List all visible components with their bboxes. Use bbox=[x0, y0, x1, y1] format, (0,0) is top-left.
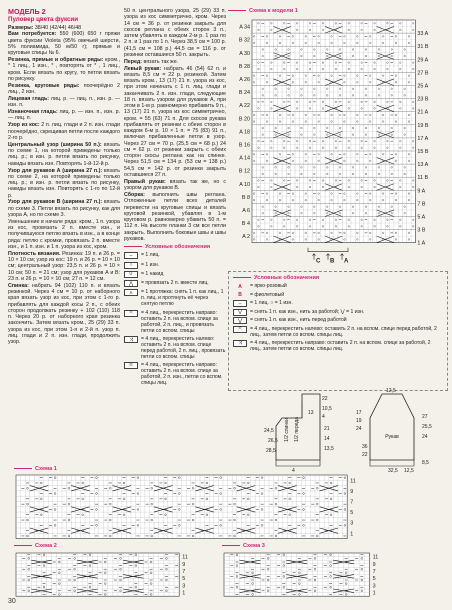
row-label-left: A 2 bbox=[242, 234, 250, 241]
garment-pattern bbox=[262, 388, 448, 474]
paragraph-body: 50 п. центрального узора, 25 (29) 33 п. узора из кос симметрично, кром. Через 14 см = 36 р. от резинки закрыть для скосов реглана с обеих сторон 3 п., затем убавлять в каждом 2-м р. 1 раз по 2 п. и 1 раз по 1 п. Через 38,5 см = 100 р. (41,5 см = 108 р.) 44,5 см = 116 р. от резинки оставшиеся 50 п. закрыть. bbox=[124, 8, 226, 58]
sleeve-dimension: 24 bbox=[422, 434, 428, 440]
paragraph-body: вязать так же. bbox=[142, 58, 179, 65]
back-dimension: 28,5 bbox=[266, 448, 276, 454]
sleeve-dimension: 25,5 bbox=[422, 424, 432, 430]
legend-item bbox=[124, 362, 226, 386]
col1-paragraph bbox=[8, 109, 120, 122]
legend-item bbox=[233, 317, 443, 324]
chart-1-title: Схема 1 bbox=[14, 466, 57, 472]
legend-text: = 1 лиц. bbox=[141, 252, 160, 259]
legend-symbol-icon: B bbox=[238, 292, 242, 299]
chart-row-label: 5 bbox=[350, 510, 354, 517]
sleeve-ribbing-outline bbox=[370, 460, 414, 466]
col1-paragraph bbox=[8, 96, 120, 109]
legend-item bbox=[124, 289, 226, 307]
paragraph-heading: Лицевая гладь: bbox=[8, 96, 50, 102]
col1-paragraph bbox=[8, 122, 120, 141]
legend-symbol-icon: ⤧ bbox=[233, 326, 247, 333]
chart-row-label: 9 bbox=[350, 488, 354, 495]
repeat-bracket bbox=[308, 248, 348, 252]
paragraph-heading: Резинка, круговые ряды: bbox=[8, 82, 80, 89]
row-label-right: 33 A bbox=[417, 31, 429, 38]
paragraph-heading: Плотность вязания. bbox=[8, 250, 61, 257]
paragraph-heading: Перед: bbox=[124, 58, 143, 65]
sleeve-dimension: 32,5 bbox=[388, 468, 398, 474]
legend-symbol-icon: ⋏ bbox=[124, 289, 138, 296]
row-label-right: 21 A bbox=[417, 109, 429, 116]
paragraph-body: вязать по схеме 2, на которой приведены только лиц. р.; в изн. р. петли вязать по рисунку, накиды вязать изн. Повторять с 1-го по 12-й р. bbox=[8, 167, 120, 199]
legend-symbol-icon: ⤧ bbox=[124, 362, 138, 369]
legend-text: = провязать 2 п. вместе лиц. bbox=[141, 280, 209, 287]
legend-item bbox=[233, 340, 443, 352]
paragraph-heading: Резинка, прямые и обратные ряды: bbox=[8, 57, 104, 64]
legend-title: Условные обозначения bbox=[124, 244, 226, 250]
model-legend-list bbox=[233, 283, 443, 352]
model-subtitle: Пуловер цвета фуксии bbox=[8, 16, 79, 23]
paragraph-body: 550 (600) 650 г пряжи цвета фуксии Violeta (95% овечьей шерсти, 5% полиамида, 50 м/50 г); прямые и круговые спицы № 6. bbox=[8, 31, 120, 57]
chart-1 bbox=[14, 474, 374, 540]
col1-paragraph bbox=[8, 31, 120, 56]
paragraph-heading: Центральный узор (ширина 50 п.): bbox=[8, 141, 102, 148]
legend-text: = 4 лиц., перекрестить направо: оставить 2 п. на вспом. спице за работой, 2 п. изн., петли со вспом. спицы лиц. bbox=[141, 362, 223, 387]
sleeve-pattern-outline bbox=[370, 394, 414, 460]
model-legend-title: Условные обозначения bbox=[233, 275, 443, 281]
legend-text: = 4 лиц., перекрестить направо: оставить 2 п. на вспом. спице за работой, 2 лиц., затем петли со вспом. спицы лиц. bbox=[250, 339, 431, 352]
row-label-right: 29 A bbox=[417, 57, 429, 64]
back-dimension: 22 bbox=[322, 396, 328, 402]
front-label: 1/2 переда bbox=[294, 417, 300, 442]
back-label: 1/2 спинки bbox=[284, 417, 290, 442]
marker-label: A bbox=[344, 258, 349, 265]
row-label-left: A 22 bbox=[239, 103, 250, 110]
paragraph-body: набрать 94 (102) 110 п. и вязать резинкой. Через 4 см = 10 р. от наборного края вязать узор из кос, при этом с 1-го р. прибавлять для каждой косы 2 п., с обеих сторон продолжать резинку + 102 (110) 118 п. Через 20 р. от наборного края резинка закончить. Затем вязать кром., 25 (29) 33 п. узора из кос, при этом 1-я и 2-й п. узор п. лиц. глади и 2 п. изн. глади, продолжить узор. bbox=[8, 282, 120, 345]
legend-symbol-icon: A bbox=[238, 283, 242, 290]
legend-list bbox=[124, 252, 226, 386]
row-label-right: 17 A bbox=[417, 135, 429, 142]
paragraph-heading: Спинка: bbox=[8, 282, 29, 289]
sleeve-dimension: 19 bbox=[356, 418, 362, 424]
legend-item bbox=[233, 300, 443, 307]
col1-paragraph bbox=[8, 251, 120, 282]
paragraph-body: выполнить швы реглана. Отложенные петли всех деталей перевести на круговые спицы и вязать круговой резинкой, убавляя в 1-м круговом р. равномерно убавить 50 п. = 112 п. На высоте планки 3 см все петли закрыть. Выполнить боковые швы и швы рукавов. bbox=[124, 192, 226, 242]
legend-item bbox=[124, 262, 226, 269]
legend-symbol-icon: ⤨ bbox=[233, 340, 247, 347]
back-ribbing-outline bbox=[276, 460, 320, 466]
row-label-left: B 28 bbox=[238, 63, 250, 70]
back-dimension: 13,5 bbox=[324, 446, 334, 452]
instructions-column-1 bbox=[8, 8, 120, 473]
chart-row-label: 5 bbox=[182, 576, 186, 583]
legend-item bbox=[124, 336, 226, 360]
chart-row-label: 3 bbox=[372, 583, 376, 590]
row-label-left: A 34 bbox=[239, 24, 250, 31]
row-label-left: A 6 bbox=[242, 207, 250, 214]
legend-text: = 4 лиц., перекрестить налево: оставить 2 п. на вспом. спице перед работой, 2 лиц., затем петли со вспом. спицы лиц. bbox=[250, 325, 437, 338]
chart-row-label: 7 bbox=[350, 499, 354, 506]
chart-row-label: 1 bbox=[182, 590, 186, 597]
legend-item bbox=[124, 310, 226, 334]
paragraph-body: набрать 46 (54) 62 п. и вязать 8,5 см = 22 р. резинкой. Затем вязать кром., 13 (17) 21 п. узора из кос, при этом начинать с 1 п. лиц. глади и заканчивать 2 п. изн. глади, следующие 18 п. вязать узором для рукавов А, при этом в 1-м р. равномерно прибавить 9 п., 13 (17) 21 п. узора из кос симметрично, кром. = 55 (63) 71 п. Для скосов рукава прибавлять от резинки с обеих сторон в каждом 6-м р. 10 × 1 п. = 75 (83) 91 п., включая прибавленные петли в узор. Через 27 см = 70 р. (25,5 см = 68 р.) 24 см = 62 р. от резинки закрыть с обеих сторон скосы реглана как на спинке. Через 51,5 см = 134 р. (53 см = 138 р.) 54,5 см = 142 р. от резинки закрыть оставшиеся 27 п. bbox=[124, 65, 226, 178]
chart-row-label: 7 bbox=[372, 569, 376, 575]
paragraph-heading: Узор для рукавов В (ширина 27 п.): bbox=[8, 199, 103, 206]
back-dimension: 4 bbox=[322, 414, 325, 420]
chart-2-title: Схема 2 bbox=[14, 543, 57, 549]
sleeve-dimension: 12,5 bbox=[404, 468, 414, 474]
legend-text: = 1 протяжка: снять 1 п. как лиц., 1 п. лиц. и протянуть её через снятую петлю bbox=[141, 289, 224, 308]
col1-paragraph bbox=[8, 83, 120, 96]
row-label-right: 1 A bbox=[417, 240, 426, 247]
back-dimension: 21 bbox=[324, 426, 330, 432]
row-label-left: B 16 bbox=[238, 142, 250, 149]
sleeve-dimension: 17 bbox=[356, 410, 362, 416]
row-label-left: A 30 bbox=[239, 50, 250, 57]
sleeve-dimension: 12,5 bbox=[386, 388, 396, 394]
row-label-left: B 12 bbox=[238, 168, 250, 175]
chart-row-label: 3 bbox=[350, 520, 354, 527]
legend-item bbox=[233, 292, 443, 299]
paragraph-heading: Правый рукав: bbox=[124, 178, 166, 185]
legend-text: = 1 изн. bbox=[141, 261, 160, 268]
row-label-right: 9 A bbox=[417, 188, 426, 195]
paragraph-heading: Левый рукав: bbox=[124, 65, 162, 72]
row-label-right: 31 B bbox=[417, 44, 429, 51]
legend-text: = 1 накид bbox=[141, 270, 164, 277]
chart-row-label: 3 bbox=[182, 583, 186, 590]
row-label-left: A 18 bbox=[239, 129, 250, 136]
row-label-right: 25 A bbox=[417, 83, 429, 90]
sleeve-dimension: 8,5 bbox=[422, 460, 429, 466]
legend-text: = 4 лиц., перекрестить налево: оставить 2 п. на вспом. спице перед работой, 2 п. лиц., провязать петли со вспом. спицы bbox=[141, 336, 226, 361]
row-label-left: B 24 bbox=[238, 90, 250, 97]
chart-row-label: 5 bbox=[372, 576, 376, 583]
col1-paragraph bbox=[8, 219, 120, 250]
legend-symbol-icon: ⋁ bbox=[233, 317, 247, 324]
legend-symbol-icon: ⤨ bbox=[124, 336, 138, 343]
legend-item bbox=[233, 309, 443, 316]
chart-row-label: 9 bbox=[182, 561, 186, 568]
chart-row-label: 11 bbox=[372, 554, 379, 561]
row-label-right: 19 B bbox=[417, 122, 429, 129]
col1-paragraph bbox=[8, 57, 120, 82]
back-dimension: 10,5 bbox=[322, 406, 332, 412]
legend-text: = 1 лиц. ○ = 1 изн. bbox=[250, 300, 293, 307]
instructions-text-1 bbox=[8, 25, 120, 346]
legend-item bbox=[124, 280, 226, 287]
chart-row-label: 7 bbox=[182, 569, 186, 575]
col1-paragraph bbox=[8, 283, 120, 346]
back-dimension: 14 bbox=[324, 436, 330, 442]
row-label-left: B 32 bbox=[238, 37, 250, 44]
col2-paragraph bbox=[124, 66, 226, 179]
chart-row-label: 11 bbox=[350, 478, 356, 485]
legend-symbol-icon: ⤧ bbox=[124, 310, 138, 317]
col2-paragraph bbox=[124, 179, 226, 192]
chart-row-label: 9 bbox=[372, 561, 376, 568]
legend-symbol-icon: ○ bbox=[124, 262, 138, 269]
page-number: 30 bbox=[8, 598, 16, 605]
legend-symbol-icon: ⋁ bbox=[233, 309, 247, 316]
instructions-column-2 bbox=[124, 8, 226, 473]
instructions-text-2 bbox=[124, 8, 226, 242]
row-label-left: B 8 bbox=[241, 194, 250, 201]
legend-item bbox=[233, 283, 443, 290]
paragraph-body: поочерёдно 2 лиц., 2 изн. bbox=[8, 82, 120, 96]
chart-2 bbox=[14, 552, 214, 598]
row-label-left: B 4 bbox=[241, 221, 250, 228]
row-label-right: 11 B bbox=[417, 175, 429, 182]
chart-row-label: 11 bbox=[182, 554, 188, 561]
legend-symbol-icon: ‒ bbox=[233, 300, 247, 307]
chart-row-label: 1 bbox=[372, 590, 376, 597]
row-label-right: 5 A bbox=[417, 214, 426, 221]
model-legend-box bbox=[228, 271, 448, 391]
legend-text: = 4 лиц., перекрестить направо: оставить 2 п. на вспом. спице за работой, 2 п. лиц., и провязать петли со вспом. спицы bbox=[141, 309, 218, 334]
col1-paragraph bbox=[8, 142, 120, 167]
row-label-left: A 14 bbox=[239, 155, 250, 162]
paragraph-heading: Узор для рукавов А (ширина 27 п.): bbox=[8, 167, 103, 174]
paragraph-body: 38/40 (42/44) 46/48 bbox=[33, 24, 82, 31]
paragraph-heading: Узор из кос: bbox=[8, 122, 40, 129]
sleeve-dimension: 36 bbox=[362, 444, 368, 450]
legend-symbol-icon: ⋀ bbox=[124, 280, 138, 287]
paragraph-body: Уменьшение в начале ряда: кром., 1 п. узора из кос, провязать 2 п. вместе изн., и получившуюся петлю вязать в изн., а в конце ряда: петлю с кромки, провязать 2 п. вместе изн., и 1 п. изн. и 1 п. узора из кос, кром. bbox=[8, 218, 120, 250]
row-label-right: 15 B bbox=[417, 149, 429, 155]
col1-paragraph bbox=[8, 168, 120, 199]
model-title: МОДЕЛЬ 2 bbox=[8, 8, 46, 16]
row-label-right: 23 B bbox=[417, 96, 429, 103]
col2-paragraph bbox=[124, 59, 226, 65]
row-label-right: 3 B bbox=[417, 227, 426, 234]
marker-label: C bbox=[316, 258, 321, 265]
back-dimension: 13 bbox=[308, 410, 314, 416]
paragraph-body: лиц. р. — лиц. п., изн. р. — изн. п. bbox=[8, 96, 120, 109]
legend-symbol-icon: ∪ bbox=[124, 271, 138, 278]
row-label-right: 27 B bbox=[417, 70, 429, 77]
legend-text: = ярко-розовый bbox=[250, 283, 287, 289]
legend-item bbox=[233, 326, 443, 338]
col2-paragraph bbox=[124, 8, 226, 58]
legend-item bbox=[124, 271, 226, 278]
col2-paragraph bbox=[124, 192, 226, 242]
row-label-left: A 10 bbox=[239, 181, 250, 188]
legend-text: = снять 1 п. как изн., нить за работой; ⋁ = 1 изн. bbox=[250, 308, 365, 315]
chart-row-label: 1 bbox=[350, 531, 354, 538]
model-scheme-grid bbox=[228, 14, 448, 276]
paragraph-heading: Изнаночная гладь: bbox=[8, 109, 58, 116]
legend-item bbox=[124, 252, 226, 259]
paragraph-body: вязать по схеме 3. Петли вязать по рисунку, как для узора А, но по схеме 3. bbox=[8, 199, 120, 218]
back-dimension: 24,5 bbox=[264, 428, 274, 434]
model-scheme-title: Схема к модели 1 bbox=[228, 8, 448, 14]
back-dimension: 26,5 bbox=[268, 438, 278, 444]
col1-paragraph bbox=[8, 199, 120, 218]
row-label-right: 7 B bbox=[417, 201, 426, 208]
paragraph-heading: Сборка: bbox=[124, 192, 145, 198]
paragraph-body: вязать по схеме 1, на которой приведены только лиц. р.; в изн. р. петли вязать по рисунку, накиды вязать изн. Повторять 1-й-12-й р. bbox=[8, 141, 120, 167]
row-label-left: B 20 bbox=[238, 116, 250, 123]
marker-label: B bbox=[330, 258, 335, 265]
paragraph-heading: Вам потребуется: bbox=[8, 31, 57, 38]
paragraph-body: лиц. р. — изн. п., изн. р. — лиц. п. bbox=[8, 109, 120, 122]
chart-3-title: Схема 3 bbox=[222, 543, 265, 549]
sleeve-dimension: 22 bbox=[362, 452, 368, 458]
sleeve-dimension: 24 bbox=[356, 426, 362, 432]
col1-paragraph bbox=[8, 25, 120, 31]
row-label-left: A 26 bbox=[239, 76, 250, 83]
back-dimension: 4 bbox=[292, 468, 295, 474]
legend-text: = фиолетовый bbox=[250, 291, 285, 298]
paragraph-body: кром., * 1 лиц., 1 изн., * , повторять от * , 1 лиц., кром. Если вязать по кругу, то петли вязать по рисунку. bbox=[8, 57, 120, 82]
legend-text: = снять 1 п. как изн., нить перед работой bbox=[250, 317, 347, 324]
sleeve-dimension: 27 bbox=[422, 414, 428, 420]
legend-symbol-icon: ‒ bbox=[124, 252, 138, 259]
sleeve-label: Рукав bbox=[385, 434, 399, 440]
row-label-right: 13 A bbox=[417, 162, 429, 169]
paragraph-body: 2 п. лиц. глади и 2 п. изн. глади поочерёдно, скрещивая петли после каждого 2-го р. bbox=[8, 122, 120, 141]
chart-3 bbox=[222, 552, 402, 598]
paragraph-body: Резинка: 19 п. и 26 р. = 10 × 10 см; узор из кос: 19 п. и 26 р. = 10 × 10 см; центральный узор: 23,5 п. и 26 р. = 10 × 10 см; 50 п. = 21 см; узор для рукавов А и В: 23 п. и 26 р. = 10 × 10 см; 27 п. = 12 см. bbox=[8, 250, 120, 282]
paragraph-body: вязать так же, но с узором для рукавов В. bbox=[124, 178, 226, 192]
paragraph-heading: Размеры: bbox=[8, 24, 34, 31]
